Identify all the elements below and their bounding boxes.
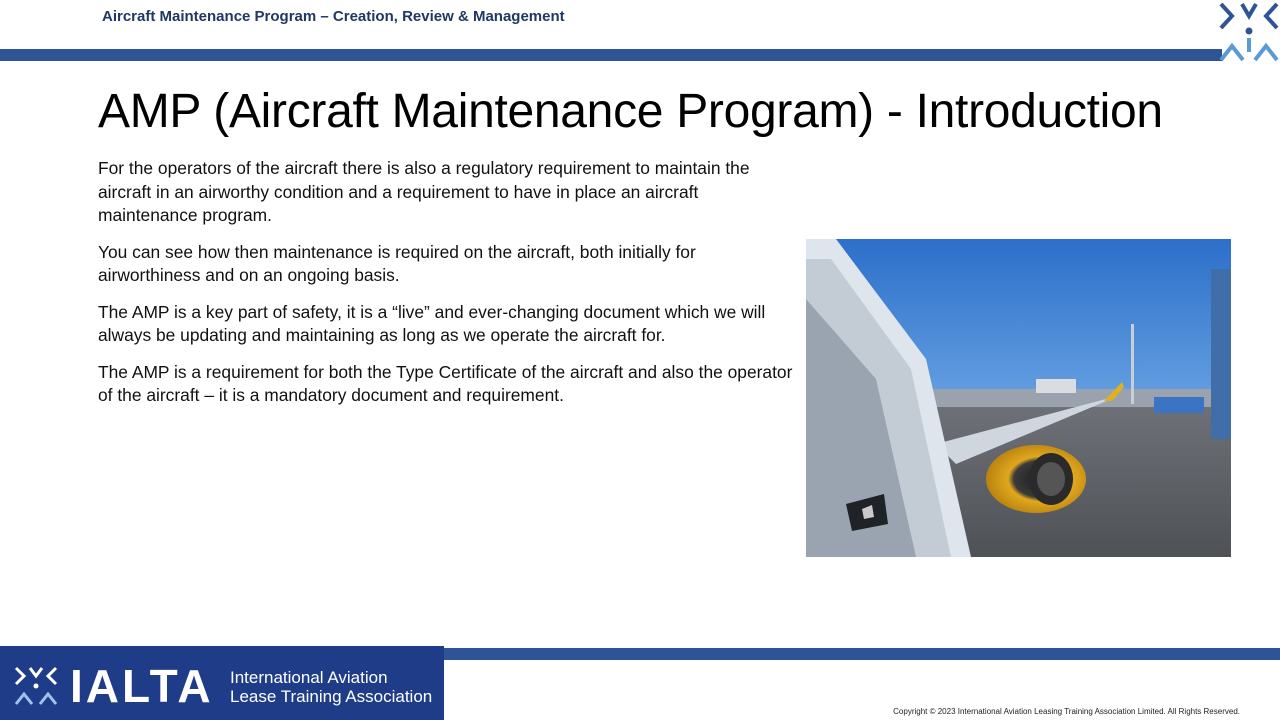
paragraph-maintenance: You can see how then maintenance is required on the aircraft, both initially for airworthiness and on an ongoing basis. xyxy=(98,241,696,285)
ialta-logo-icon xyxy=(1218,0,1280,62)
aircraft-photo xyxy=(806,239,1231,557)
footer-bar xyxy=(443,648,1280,660)
presentation-title: Aircraft Maintenance Program – Creation, Review & Management xyxy=(102,8,565,25)
copyright-notice: Copyright © 2023 International Aviation Leasing Training Association Limited. All Rights Reserved. xyxy=(893,707,1240,716)
ialta-mark-icon xyxy=(14,666,58,706)
paragraph-requirement: The AMP is a requirement for both the Type Certificate of the aircraft and also the operator of the aircraft – it is a mandatory document and requirement. xyxy=(98,361,793,405)
brand-tagline xyxy=(230,668,432,706)
header-bar xyxy=(0,49,1222,61)
footer-brand xyxy=(0,646,444,720)
brand-tagline-line2: Lease Training Association xyxy=(230,687,433,706)
paragraph-regulatory: For the operators of the aircraft there is also a regulatory requirement to maintain the aircraft in an airworthy condition and a requirement to have in place an aircraft maintenance program. xyxy=(98,158,750,225)
slide-body xyxy=(98,157,798,421)
slide-title: AMP (Aircraft Maintenance Program) - Introduction xyxy=(98,85,1163,138)
brand-name: IALTA xyxy=(70,660,214,712)
brand-tagline-line1: International Aviation xyxy=(230,668,388,687)
paragraph-safety: The AMP is a key part of safety, it is a “live” and ever-changing document which we will always be updating and maintaining as long as we operate the aircraft for. xyxy=(98,301,766,345)
